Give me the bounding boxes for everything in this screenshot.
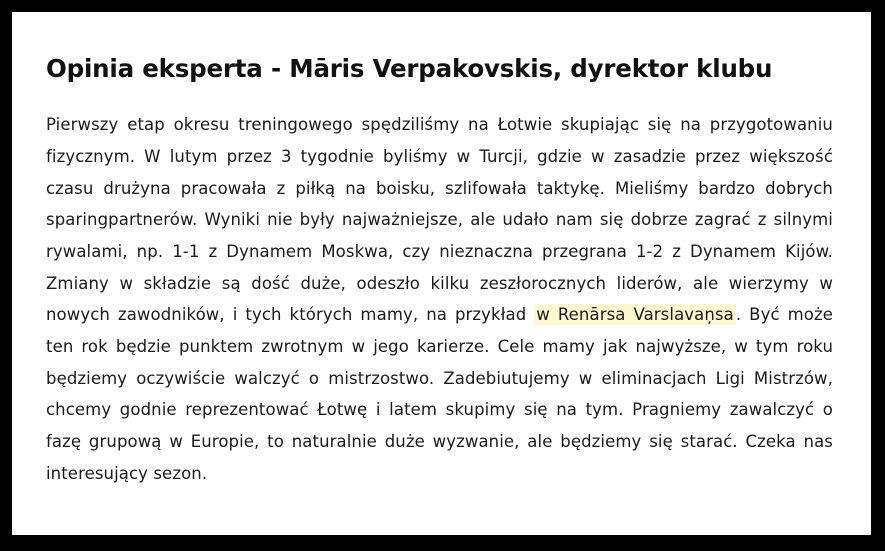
page-title: Opinia eksperta - Māris Verpakovskis, dyrektor klubu — [46, 54, 773, 83]
article-card — [12, 12, 871, 535]
highlighted-player-name[interactable]: w Renārsa Varslavaņsa — [536, 305, 734, 325]
article-body — [46, 109, 833, 489]
body-text-part-one: Pierwszy etap okresu treningowego spędziliśmy na Łotwie skupiając się na przygotowaniu fizycznym. W lutym przez 3 tygodnie byliśmy w Turcji, gdzie w zasadzie przez większość czasu drużyna pracowała z piłką na boisku, szlifowała taktykę. Mieliśmy bardzo dobrych sparingpartnerów. Wyniki nie były najważniejsze, ale udało nam się dobrze zagrać z silnymi rywalami, np. 1-1 z Dynamem Moskwa, czy nieznaczna przegrana 1-2 z Dynamem Kijów. Zmiany w składzie są dość duże, odeszło kilku zeszłorocznych liderów, ale wierzymy w nowych zawodników, i tych których mamy, na przykład — [46, 115, 833, 325]
body-text-part-two: . Być może ten rok będzie punktem zwrotnym w jego karierze. Cele mamy jak najwyższe, w tym roku będziemy oczywiście walczyć o mistrzostwo. Zadebiutujemy w eliminacjach Ligi Mistrzów, chcemy godnie reprezentować Łotwę i latem skupimy się na tym. Pragniemy zawalczyć o fazę grupową w Europie, to naturalnie duże wyzwanie, ale będziemy się starać. Czeka nas interesujący sezon. — [46, 305, 833, 483]
